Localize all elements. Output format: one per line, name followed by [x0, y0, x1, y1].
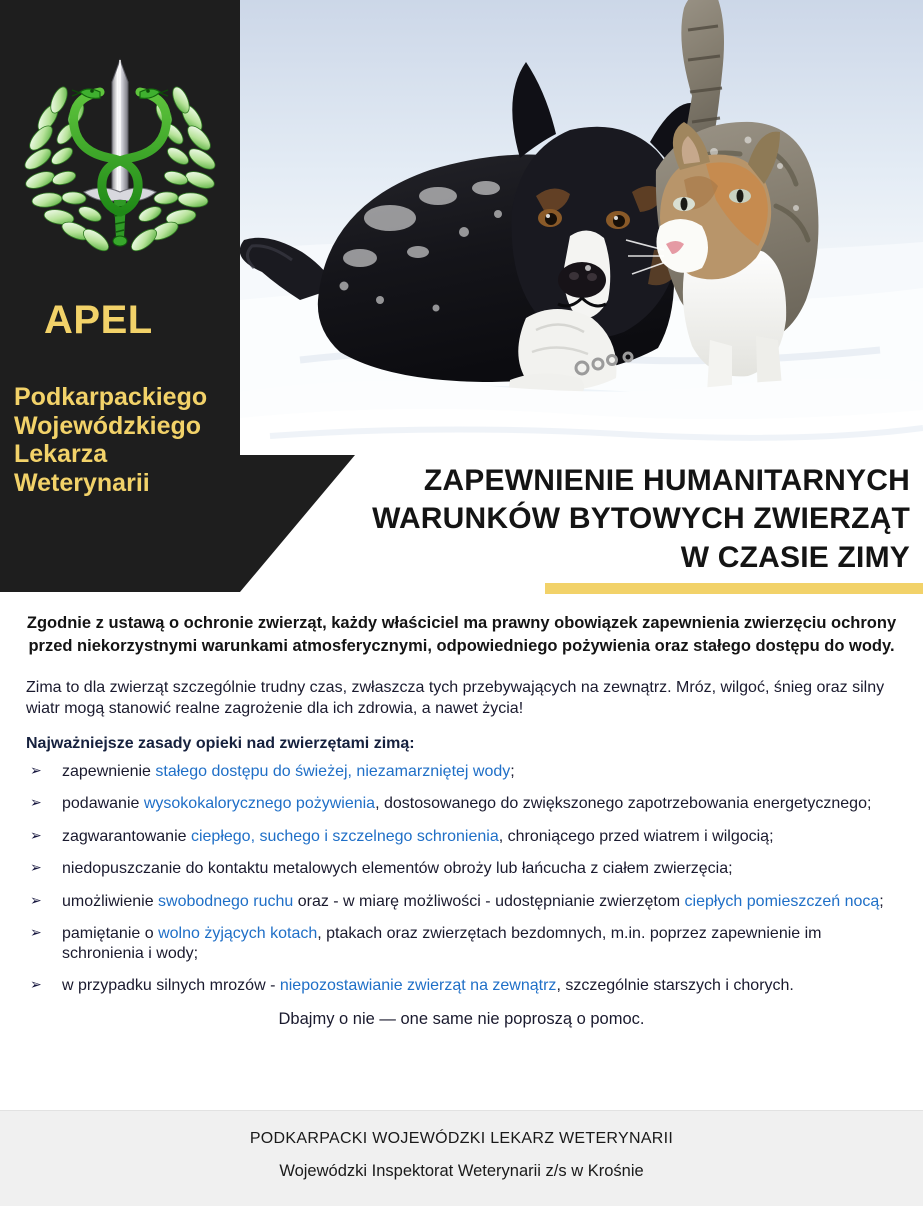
headline-line-2: WARUNKÓW BYTOWYCH ZWIERZĄT	[372, 502, 910, 536]
authority-line-1: Podkarpackiego	[14, 383, 208, 411]
list-item	[26, 827, 897, 847]
arrow-bullet-icon: ➢	[30, 976, 42, 993]
rule-pre: podawanie	[62, 795, 144, 813]
rule-post: oraz - w miarę możliwości - udostępnianie zwierzętom	[293, 892, 685, 910]
rule-highlight: ciepłego, suchego i szczelnego schronienia	[190, 827, 499, 845]
rules-heading: Najważniejsze zasady opieki nad zwierzętami zimą:	[26, 734, 415, 752]
body-content	[0, 600, 923, 1029]
rule-post: , chroniącego przed wiatrem i wilgocią;	[498, 827, 774, 845]
rule-pre: w przypadku silnych mrozów -	[62, 977, 280, 995]
poster-footer	[0, 1110, 923, 1206]
lead-paragraph: Zgodnie z ustawą o ochronie zwierząt, każdy właściciel ma prawny obowiązek zapewnienia zwierzęciu ochrony przed niekorzystnymi warunkami atmosferycznymi, odpowiedniego pożywienia oraz stałego dostępu do wody.	[26, 614, 897, 656]
arrow-bullet-icon: ➢	[30, 859, 42, 876]
rule-pre: zapewnienie	[62, 762, 156, 780]
arrow-bullet-icon: ➢	[30, 924, 42, 941]
authority-subtitle	[14, 383, 239, 497]
authority-line-3: Lekarza	[14, 440, 108, 468]
yellow-accent-bar	[545, 583, 923, 594]
rule-post: , dostosowanego do zwiększonego zapotrzebowania energetycznego;	[375, 795, 872, 813]
footer-office-name: Wojewódzki Inspektorat Weterynarii z/s w Krośnie	[279, 1162, 644, 1180]
list-item	[26, 892, 897, 912]
headline-line-1: ZAPEWNIENIE HUMANITARNYCH	[423, 464, 910, 497]
authority-line-4: Weterynarii	[14, 468, 150, 497]
hero-section	[0, 0, 923, 592]
rule-post: , szczególnie starszych i chorych.	[556, 977, 794, 995]
rule-highlight-2: ciepłych pomieszczeń nocą	[684, 892, 880, 910]
list-item	[26, 762, 897, 782]
poster-headline	[310, 462, 910, 577]
rule-pre: umożliwienie	[62, 892, 159, 910]
arrow-bullet-icon: ➢	[30, 891, 42, 908]
rule-highlight: stałego dostępu do świeżej, niezamarzniętej wody	[155, 762, 511, 780]
rule-post: , ptakach oraz zwierzętach bezdomnych, m.in. poprzez zapewnienie im schronienia i wody;	[62, 925, 822, 962]
rule-highlight: niepozostawianie zwierząt na zewnątrz	[279, 977, 557, 995]
rule-post: ;	[510, 762, 515, 780]
rule-pre: pamiętanie o	[62, 925, 159, 943]
rule-pre: niedopuszczanie do kontaktu metalowych elementów obroży lub łańcucha z ciałem zwierzęcia;	[62, 860, 733, 878]
veterinary-inspection-emblem-icon	[14, 42, 226, 256]
footer-authority-title: PODKARPACKI WOJEWÓDZKI LEKARZ WETERYNARII	[249, 1130, 674, 1147]
dog-and-cat-in-snow-photo	[240, 0, 923, 455]
list-item	[26, 859, 897, 879]
arrow-bullet-icon: ➢	[30, 761, 42, 778]
list-item	[26, 976, 897, 996]
apel-title: APEL	[44, 298, 153, 342]
closing-line: Dbajmy o nie — one same nie poproszą o pomoc.	[278, 1009, 645, 1028]
arrow-bullet-icon: ➢	[30, 794, 42, 811]
intro-paragraph: Zima to dla zwierząt szczególnie trudny czas, zwłaszcza tych przebywających na zewnątrz. Mróz, wilgoć, śnieg oraz silny wiatr mogą stanowić realne zagrożenie dla ich zdrowia, a nawet życia!	[26, 678, 885, 718]
rule-pre: zagwarantowanie	[62, 827, 191, 845]
rule-highlight: swobodnego ruchu	[158, 892, 294, 910]
arrow-bullet-icon: ➢	[30, 826, 42, 843]
rule-post-2: ;	[879, 892, 884, 910]
authority-line-2: Wojewódzkiego	[14, 411, 202, 440]
rule-highlight: wysokokalorycznego pożywienia	[143, 795, 376, 813]
list-item	[26, 924, 897, 963]
list-item	[26, 794, 897, 814]
rules-list	[26, 762, 897, 996]
headline-line-3: W CZASIE ZIMY	[680, 540, 910, 574]
rule-highlight: wolno żyjących kotach	[158, 925, 318, 943]
